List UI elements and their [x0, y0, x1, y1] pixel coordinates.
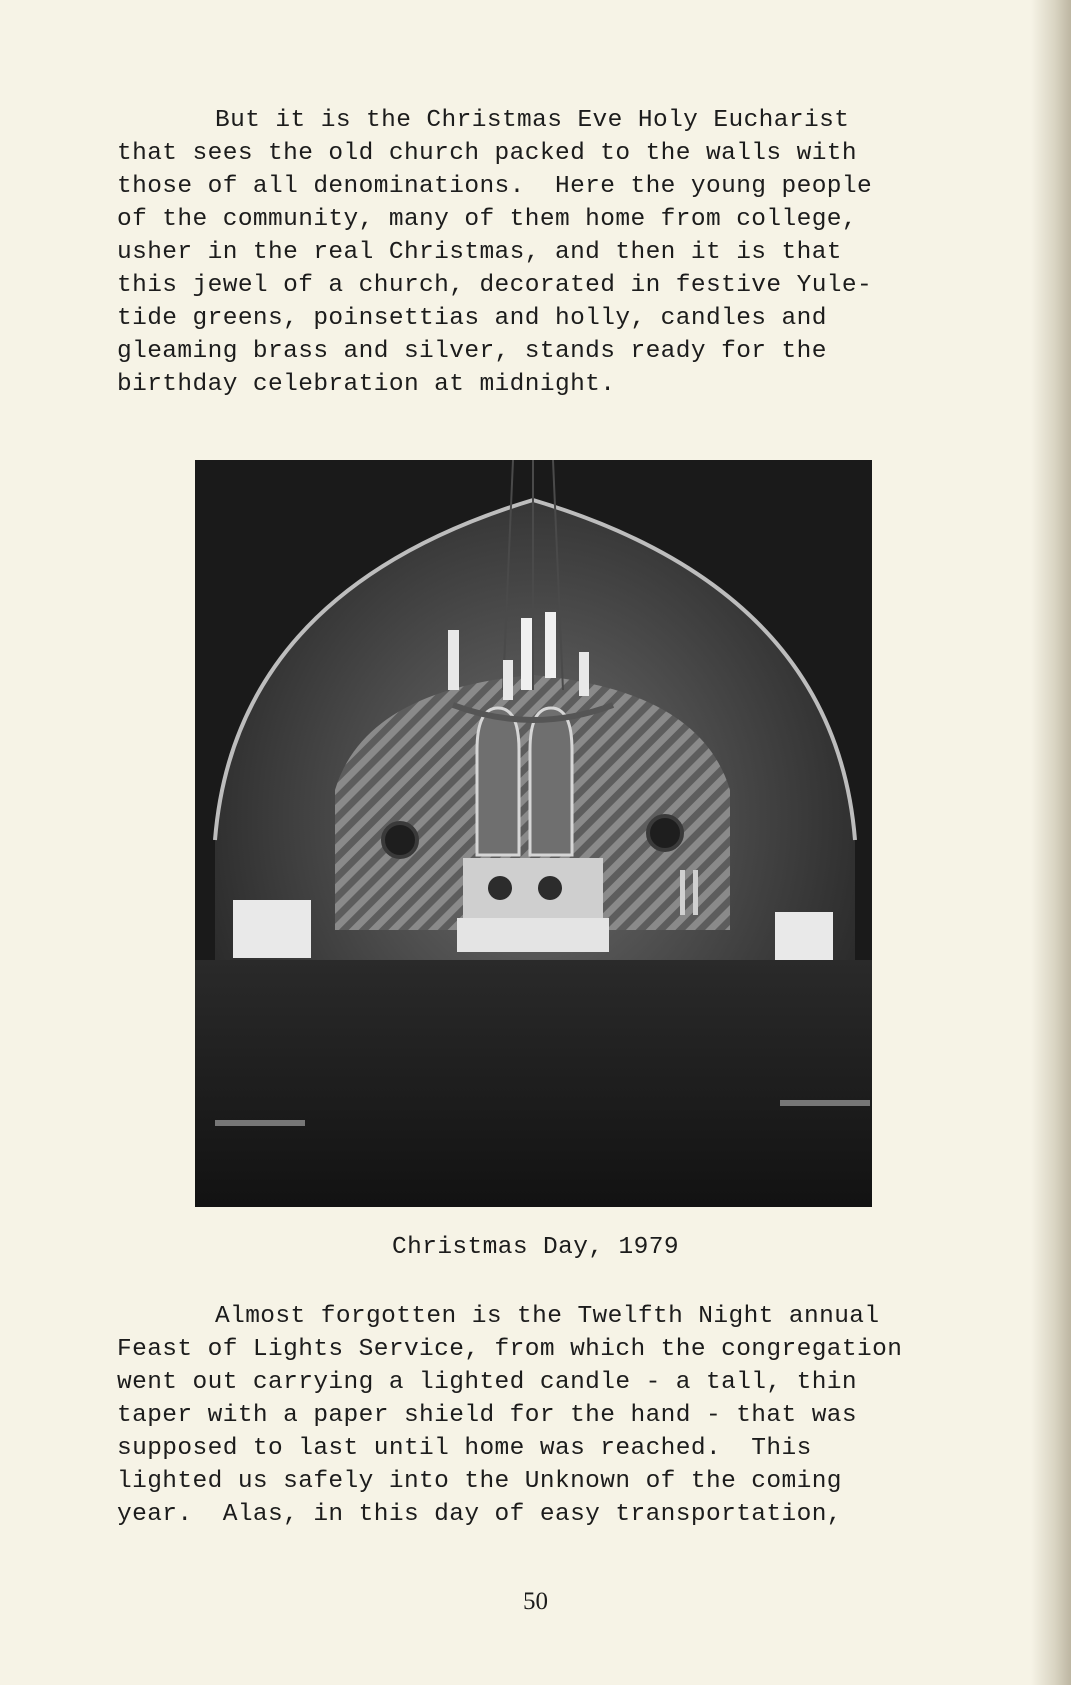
text-line: gleaming brass and silver, stands ready for the [117, 338, 827, 365]
paragraph-twelfth-night [117, 1300, 902, 1531]
text-line: taper with a paper shield for the hand - that was [117, 1402, 858, 1429]
text-line: that sees the old church packed to the walls with [117, 140, 858, 167]
text-line: lighted us safely into the Unknown of the coming [117, 1468, 842, 1495]
photo-caption: Christmas Day, 1979 [392, 1234, 679, 1261]
text-line: of the community, many of them home from college, [117, 206, 858, 233]
text-line: Almost forgotten is the Twelfth Night annual [215, 1303, 880, 1330]
text-line: went out carrying a lighted candle - a tall, thin [117, 1369, 858, 1396]
text-line: Feast of Lights Service, from which the congregation [117, 1336, 903, 1363]
text-line: year. Alas, in this day of easy transportation, [117, 1501, 842, 1528]
paragraph-christmas-eve [117, 104, 872, 401]
page-number: 50 [523, 1588, 548, 1615]
text-line: usher in the real Christmas, and then it is that [117, 239, 842, 266]
text-line: But it is the Christmas Eve Holy Eucharist [215, 107, 850, 134]
text-line: tide greens, poinsettias and holly, candles and [117, 305, 827, 332]
text-line: birthday celebration at midnight. [117, 371, 616, 398]
text-line: this jewel of a church, decorated in festive Yule- [117, 272, 873, 299]
page-edge-shadow [1031, 0, 1071, 1685]
church-interior-photo [195, 460, 872, 1207]
text-line: supposed to last until home was reached. This [117, 1435, 812, 1462]
church-photo-illustration [195, 460, 872, 1207]
text-line: those of all denominations. Here the young people [117, 173, 873, 200]
